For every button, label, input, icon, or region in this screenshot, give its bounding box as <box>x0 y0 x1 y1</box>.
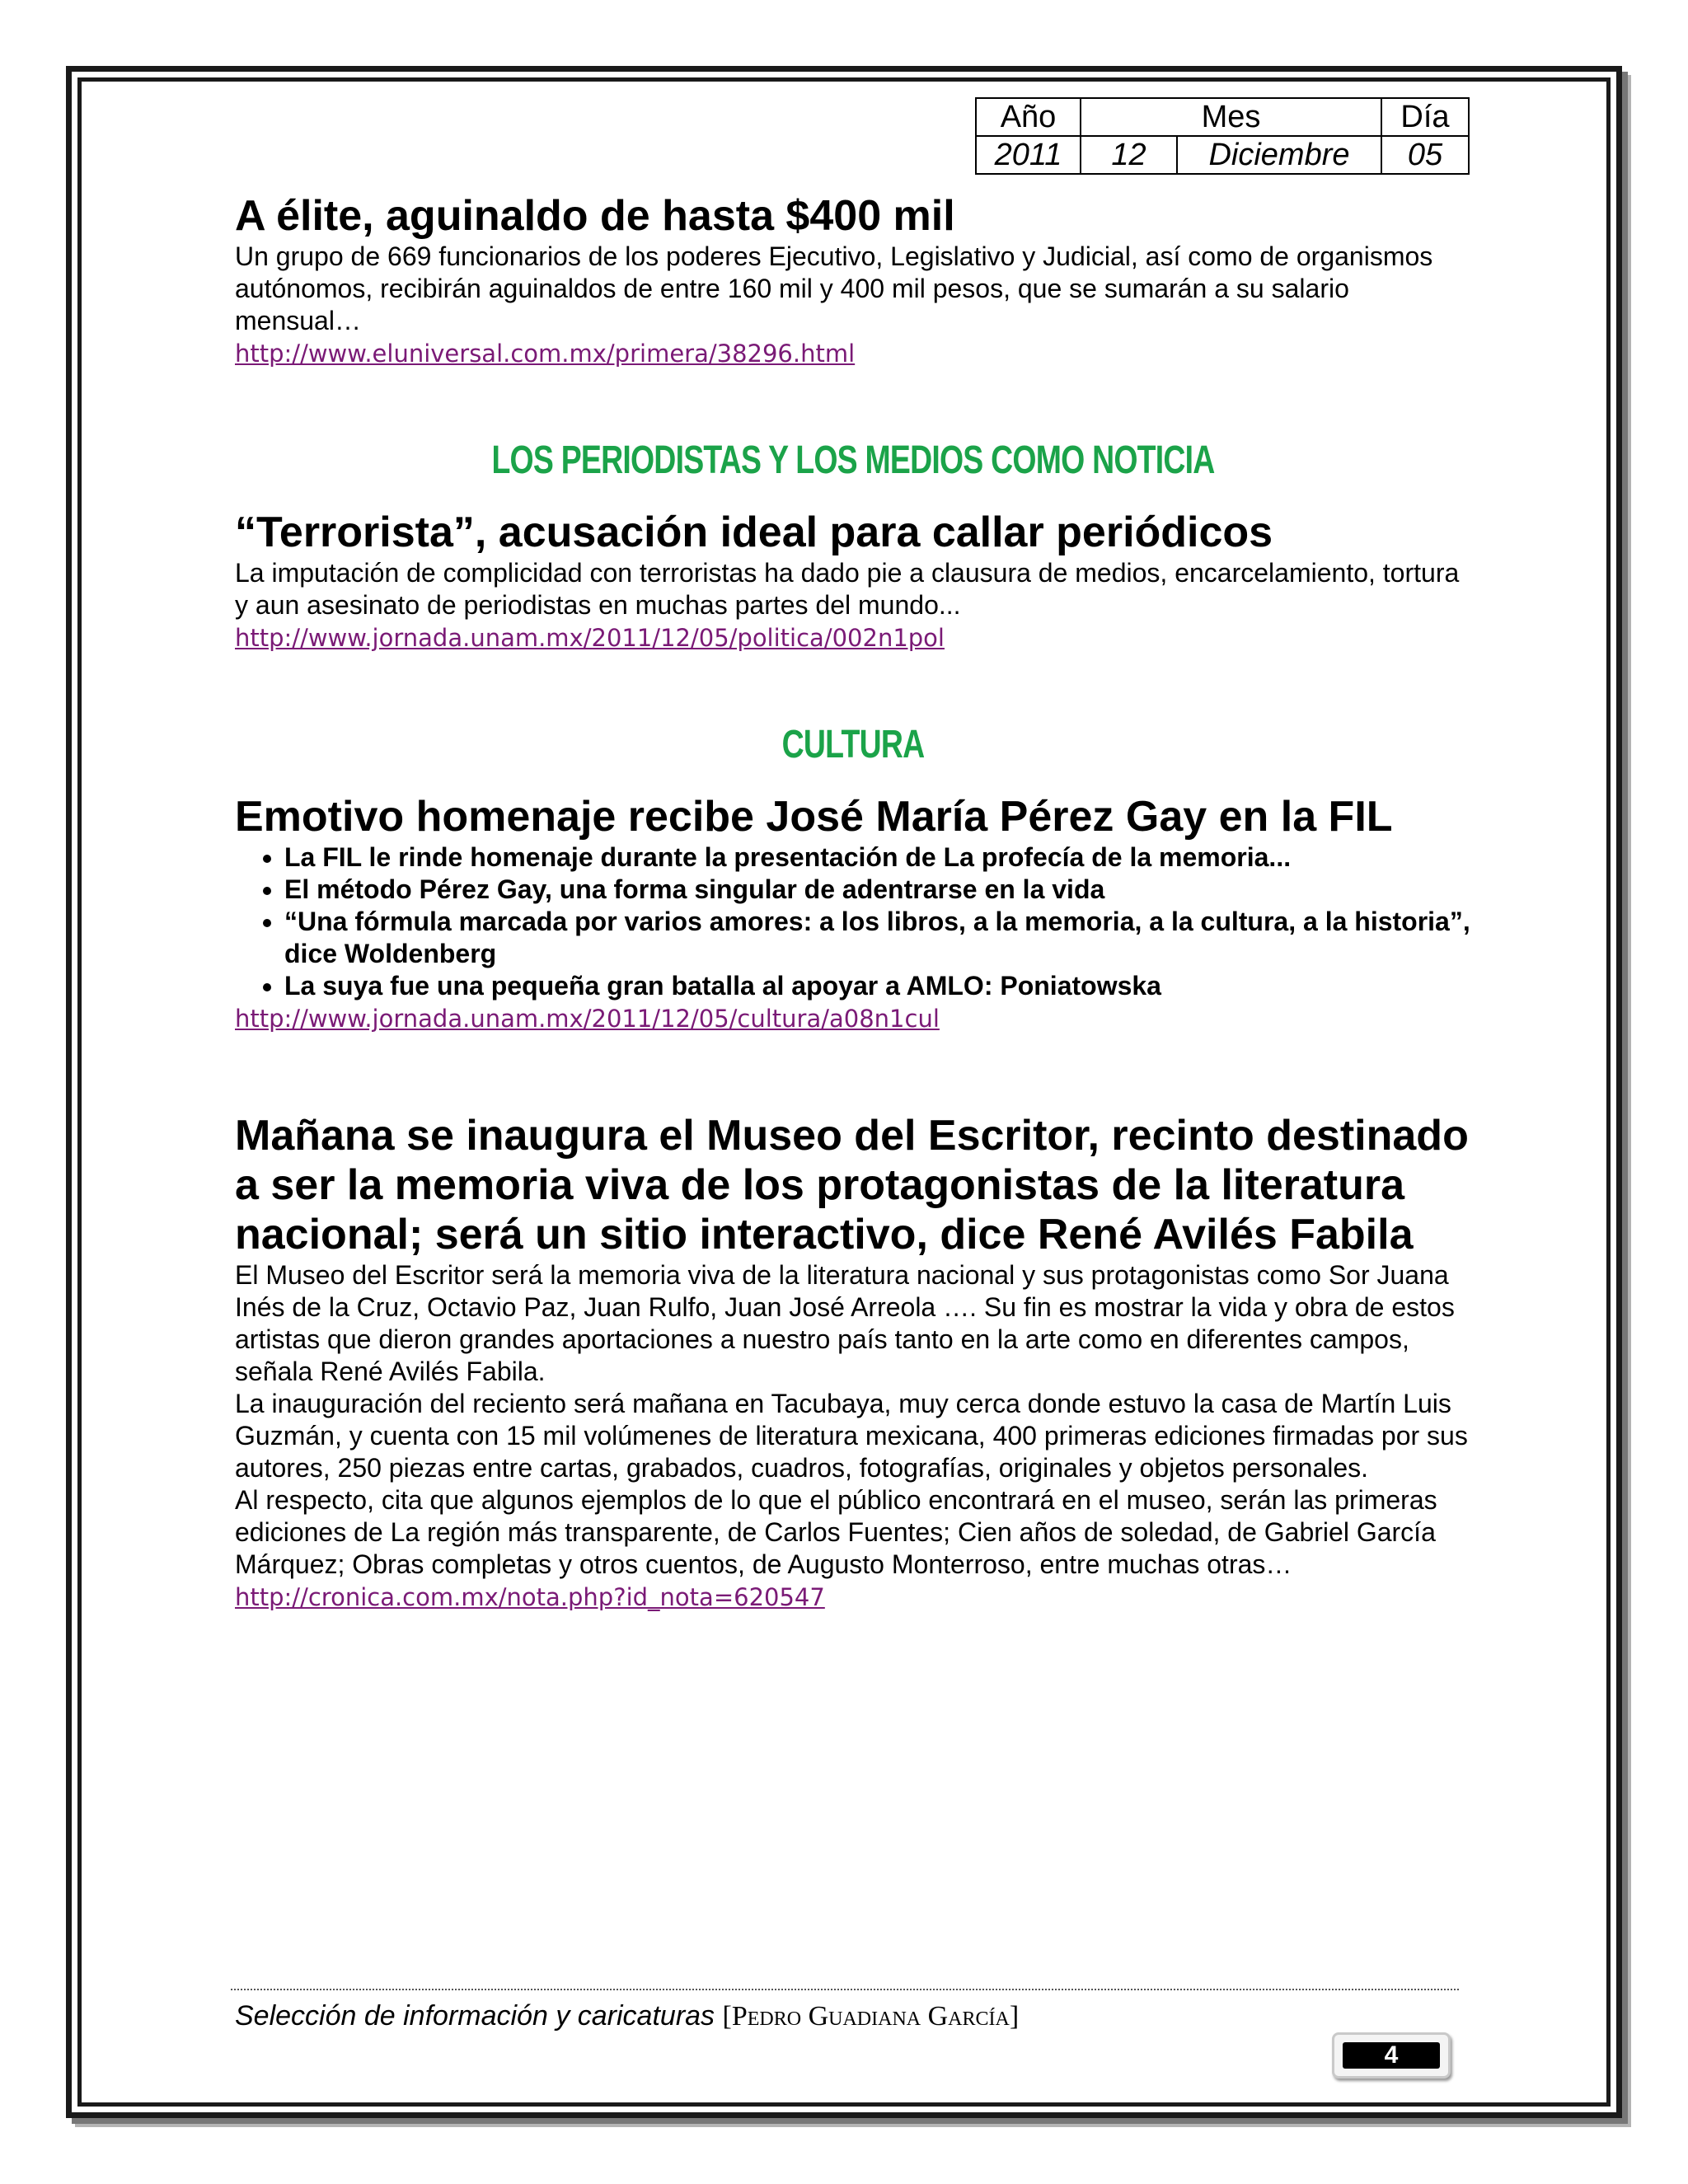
article-list <box>235 191 1471 1614</box>
month-name: Diciembre <box>1177 136 1381 174</box>
article-headline: “Terrorista”, acusación ideal para callar periódicos <box>235 509 1273 556</box>
date-table <box>975 97 1470 175</box>
article-summary: La imputación de complicidad con terroristas ha dado pie a clausura de medios, encarcelamiento, tortura y aun asesinato de periodistas en muchas partes del mundo... <box>235 558 1460 620</box>
article-paragraph: El Museo del Escritor será la memoria viva de la literatura nacional y sus protagonistas como Sor Juana Inés de la Cruz, Octavio Paz, Juan Rulfo, Juan José Arreola …. Su fin es mostrar la vida y obra de estos artistas que dieron grandes aportaciones a nuestro país tanto en la arte como en diferentes campos, señala René Avilés Fabila. <box>235 1260 1455 1386</box>
page-number: 4 <box>1343 2042 1440 2069</box>
section-heading-cultura: CULTURA <box>781 723 925 766</box>
list-item: • “Una fórmula marcada por varios amores: a los libros, a la memoria, a la cultura, a la historia”, dice Woldenberg <box>284 906 1471 970</box>
footer-divider <box>231 1989 1459 1990</box>
footer-author: [Pedro Guadiana García] <box>722 2001 1020 2032</box>
year-header: Año <box>976 98 1081 136</box>
article-headline: A élite, aguinaldo de hasta $400 mil <box>235 192 955 240</box>
article <box>235 191 1471 370</box>
month-header: Mes <box>1081 98 1381 136</box>
article <box>235 792 1471 1035</box>
bullet-list <box>235 841 1471 1002</box>
month-number: 12 <box>1081 136 1177 174</box>
article-headline: Emotivo homenaje recibe José María Pérez Gay en la FIL <box>235 793 1393 841</box>
page-number-box <box>1332 2032 1451 2079</box>
section-heading-periodistas: LOS PERIODISTAS Y LOS MEDIOS COMO NOTICIA <box>491 438 1215 482</box>
footer-title: Selección de información y caricaturas <box>235 2000 715 2032</box>
article-paragraph: Al respecto, cita que algunos ejemplos de lo que el público encontrará en el museo, serán las primeras ediciones de La región más transparente, de Carlos Fuentes; Cien años de soledad, de Gabriel García Márquez; Obras completas y otros cuentos, de Augusto Monterroso, entre muchas otras… <box>235 1485 1437 1579</box>
year-value: 2011 <box>976 136 1081 174</box>
article-paragraph: La inauguración del reciento será mañana en Tacubaya, muy cerca donde estuvo la casa de Martín Luis Guzmán, y cuenta con 15 mil volúmenes de literatura mexicana, 400 primeras ediciones firmadas por sus autores, 250 piezas entre cartas, grabados, cuadros, fotografías, originales y objetos personales. <box>235 1389 1468 1483</box>
day-header: Día <box>1381 98 1469 136</box>
list-item: • La suya fue una pequeña gran batalla al apoyar a AMLO: Poniatowska <box>284 970 1471 1002</box>
article-link[interactable]: http://www.jornada.unam.mx/2011/12/05/cultura/a08n1cul <box>235 1005 940 1033</box>
article-summary: Un grupo de 669 funcionarios de los poderes Ejecutivo, Legislativo y Judicial, así como de organismos autónomos, recibirán aguinaldos de entre 160 mil y 400 mil pesos, que se sumarán a su salario mensual… <box>235 241 1433 335</box>
list-item: • La FIL le rinde homenaje durante la presentación de La profecía de la memoria... <box>284 841 1471 874</box>
article-headline: Mañana se inaugura el Museo del Escritor, recinto destinado a ser la memoria viva de los protagonistas de la literatura nacional; será un sitio interactivo, dice René Avilés Fabila <box>235 1112 1469 1258</box>
article <box>235 508 1471 654</box>
article-link[interactable]: http://cronica.com.mx/nota.php?id_nota=620547 <box>235 1583 825 1611</box>
article-link[interactable]: http://www.eluniversal.com.mx/primera/38296.html <box>235 340 856 368</box>
article-link[interactable]: http://www.jornada.unam.mx/2011/12/05/politica/002n1pol <box>235 624 945 652</box>
article <box>235 1111 1471 1614</box>
footer <box>235 1998 1019 2035</box>
day-value: 05 <box>1381 136 1469 174</box>
list-item: • El método Pérez Gay, una forma singular de adentrarse en la vida <box>284 874 1471 906</box>
